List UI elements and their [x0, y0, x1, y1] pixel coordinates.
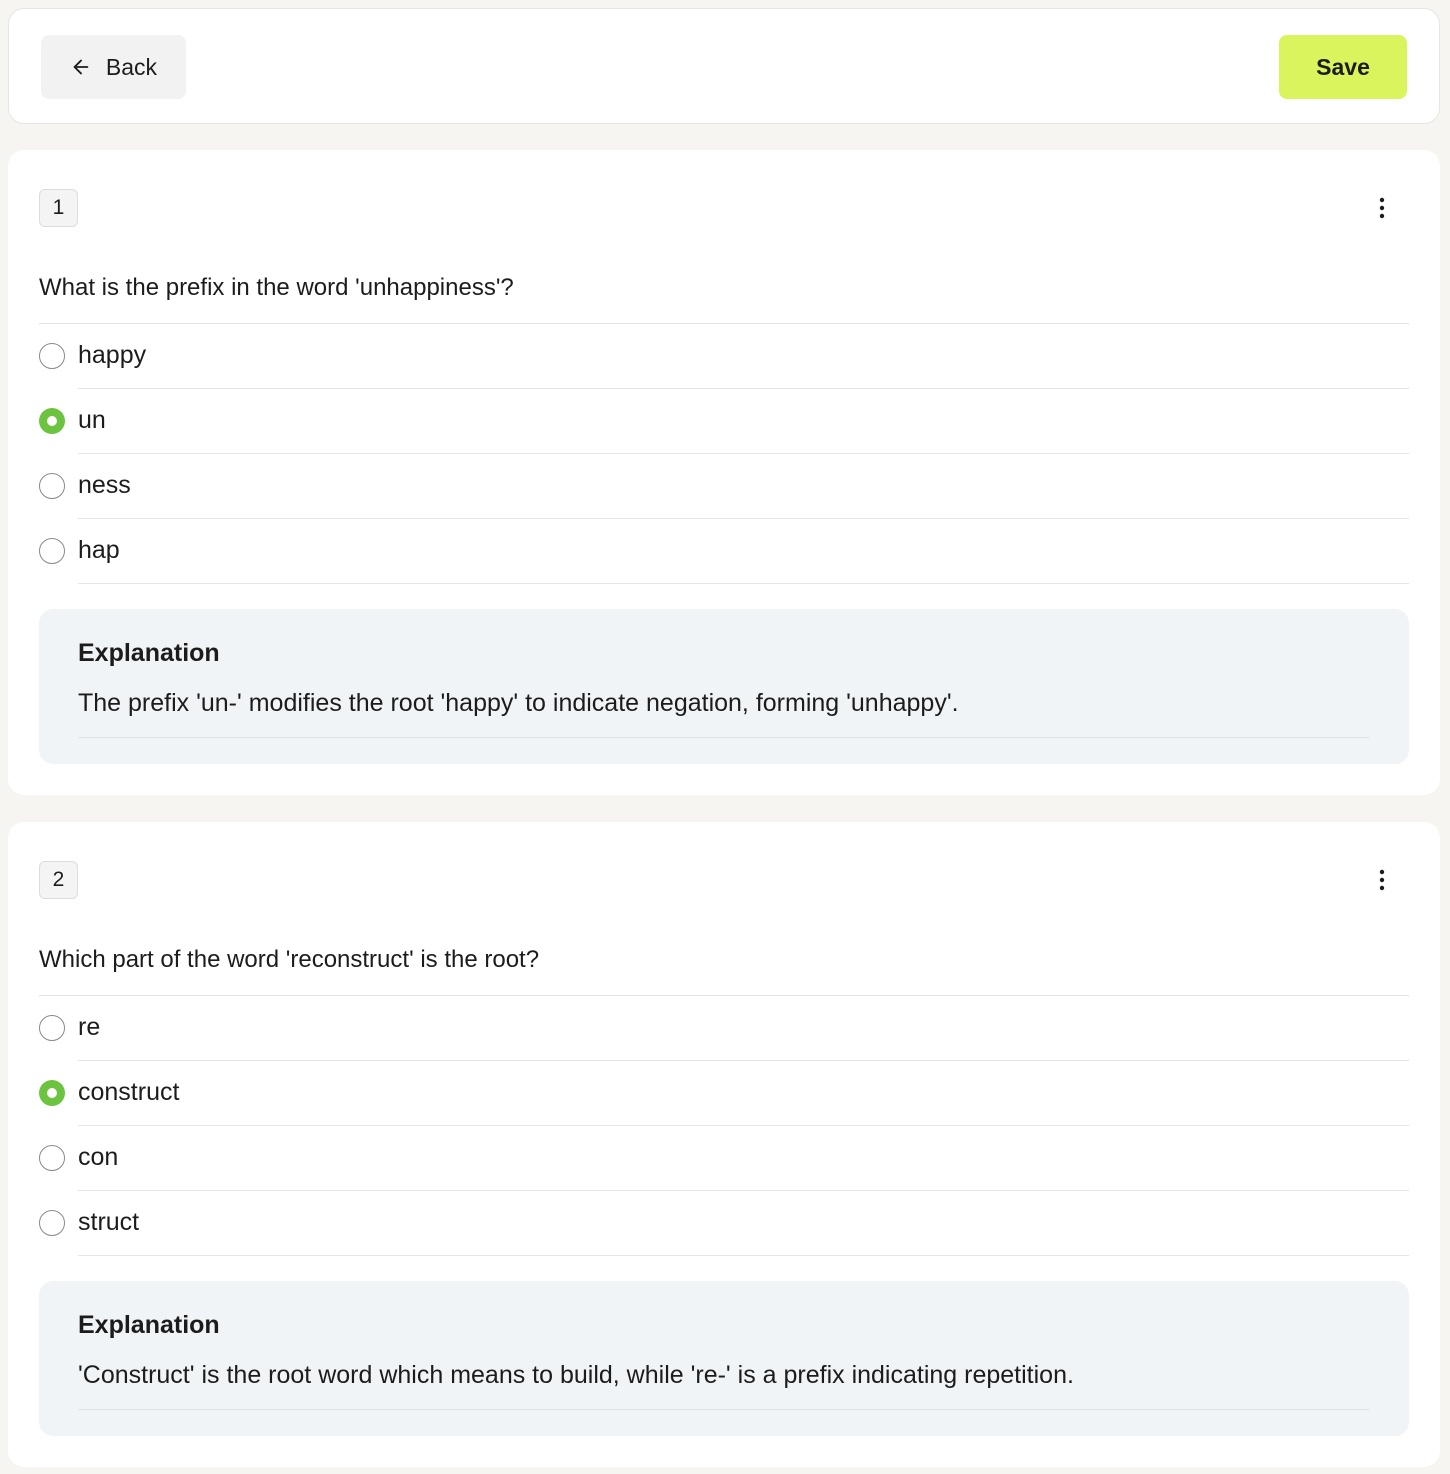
explanation-title: Explanation	[78, 1311, 220, 1339]
back-button[interactable]	[41, 35, 186, 99]
divider	[78, 1409, 1370, 1410]
answer-option-label: un	[78, 406, 106, 434]
radio-button[interactable]	[39, 1015, 65, 1041]
kebab-menu-icon	[1379, 869, 1385, 891]
answer-option[interactable]	[39, 1191, 1409, 1256]
top-toolbar	[8, 8, 1440, 124]
arrow-left-icon	[70, 56, 92, 78]
question-menu-button[interactable]	[1368, 194, 1396, 222]
radio-button[interactable]	[39, 343, 65, 369]
answer-options	[39, 324, 1409, 584]
question-menu-button[interactable]	[1368, 866, 1396, 894]
radio-button[interactable]	[39, 1145, 65, 1171]
kebab-menu-icon	[1379, 197, 1385, 219]
answer-option-label: ness	[78, 471, 131, 499]
save-button[interactable]: Save	[1279, 35, 1407, 99]
divider	[78, 737, 1370, 738]
question-text: Which part of the word 'reconstruct' is the root?	[39, 946, 540, 973]
explanation-box	[39, 1281, 1409, 1436]
question-number-badge: 1	[39, 189, 78, 227]
question-text: What is the prefix in the word 'unhappiness'?	[39, 274, 514, 301]
question-number-badge: 2	[39, 861, 78, 899]
back-button-label: Back	[105, 53, 158, 80]
answer-option[interactable]	[39, 454, 1409, 519]
explanation-title: Explanation	[78, 639, 220, 667]
answer-option[interactable]	[39, 996, 1409, 1061]
answer-option[interactable]	[39, 1061, 1409, 1126]
radio-button-selected[interactable]	[39, 408, 65, 434]
explanation-box	[39, 609, 1409, 764]
question-card-1	[8, 150, 1440, 795]
answer-option[interactable]	[39, 389, 1409, 454]
divider	[78, 583, 1409, 584]
explanation-text[interactable]: 'Construct' is the root word which means to build, while 're-' is a prefix indicating repetition.	[78, 1361, 1074, 1389]
explanation-text[interactable]: The prefix 'un-' modifies the root 'happy' to indicate negation, forming 'unhappy'.	[78, 689, 959, 717]
answer-option[interactable]	[39, 324, 1409, 389]
answer-option[interactable]	[39, 519, 1409, 584]
radio-button[interactable]	[39, 473, 65, 499]
divider	[78, 1255, 1409, 1256]
radio-button[interactable]	[39, 538, 65, 564]
answer-option-label: happy	[78, 341, 147, 369]
answer-option-label: construct	[78, 1078, 180, 1106]
answer-option-label: re	[78, 1013, 101, 1041]
answer-option-label: struct	[78, 1208, 140, 1236]
radio-button-selected[interactable]	[39, 1080, 65, 1106]
radio-button[interactable]	[39, 1210, 65, 1236]
answer-option-label: hap	[78, 536, 120, 564]
answer-options	[39, 996, 1409, 1256]
question-card-2	[8, 822, 1440, 1467]
answer-option-label: con	[78, 1143, 119, 1171]
answer-option[interactable]	[39, 1126, 1409, 1191]
